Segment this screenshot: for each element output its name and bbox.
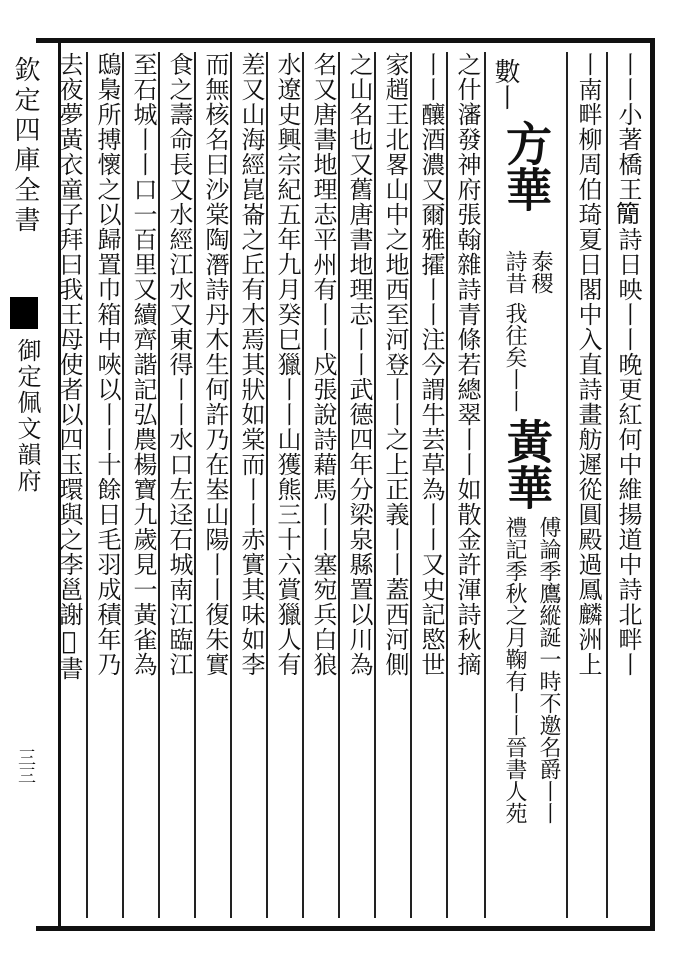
volume-title: 御定佩文韻府	[13, 338, 41, 494]
entry-head-huanghua: 黃華	[500, 418, 554, 510]
text-column-8: 名又唐書地理志平州有丨丨戍張說詩藉馬丨丨塞宛兵白狼	[309, 52, 337, 677]
entry-note-tail-a: 禮記季秋之月鞠有丨丨晉書人苑	[502, 516, 527, 824]
heading-prefix: 數丨	[490, 58, 520, 110]
column-rule	[566, 52, 568, 918]
text-column-1: 丨丨小著橋王𥳑詩日映丨丨晚更紅何中維揚道中詩北畔丨	[614, 52, 642, 677]
text-column-12: 食之壽命長又水經江水又東得丨丨水口左迳石城南江臨江	[165, 52, 193, 677]
text-column-5: 丨丨釀酒濃又爾雅攉丨丨注今謂牛芸草為丨丨又史記愍世	[417, 52, 445, 677]
text-column-15: 去夜夢黃衣童子拜曰我王母使者以四玉環與之李邕謝𠡠書	[55, 52, 83, 681]
text-column-14: 鴟梟所搏懷之以歸置巾箱中唊以丨丨十餘日毛羽成積年乃	[93, 52, 121, 677]
entry-note-mid: 我往矣丨丨	[502, 302, 527, 412]
column-rule	[606, 52, 608, 918]
entry-note-pair-a: 詩昔	[502, 250, 527, 294]
top-border	[36, 38, 654, 43]
entry-head-fanghua: 方華	[499, 120, 553, 212]
text-column-11: 而無核名曰沙棠陶潛詩丹木生何許乃在峚山陽丨丨復朱實	[201, 52, 229, 677]
right-border	[650, 38, 655, 931]
text-column-13: 至石城丨丨口一百里又續齊諧記弘農楊寶九歲見一黃雀為	[129, 52, 157, 677]
text-column-4: 之什瀋發神府張翰雜詩青條若總翠丨丨如散金許渾詩秋摘	[453, 52, 481, 677]
heading-column	[488, 52, 566, 918]
text-column-6: 家趙王北畧山中之地西至河登丨丨之上正義丨丨蓋西河側	[381, 52, 409, 677]
text-column-2: 丨南畔柳周伯琦夏日閣中入直詩畫舫遲從圓殿過鳳麟洲上	[574, 52, 602, 677]
text-column-10: 差又山海經崑崙之丘有木焉其狀如棠而丨丨赤實其味如李	[237, 52, 265, 677]
entry-note-tail-b: 傅論季鷹縱誕一時不邀名爵丨丨	[536, 516, 561, 824]
fishtail-mark	[10, 297, 38, 329]
book-title: 欽定四庫全書	[10, 56, 40, 236]
text-column-9: 水遼史興宗紀五年九月癸巳獵丨丨山獲熊三十六賞獵人有	[273, 52, 301, 677]
bottom-border	[36, 926, 654, 931]
page-number: 三三	[15, 748, 36, 784]
entry-note-pair-b: 泰稷	[528, 250, 553, 294]
text-column-7: 之山名也又舊唐書地理志丨丨武德四年分梁泉縣置以川為	[345, 52, 373, 677]
